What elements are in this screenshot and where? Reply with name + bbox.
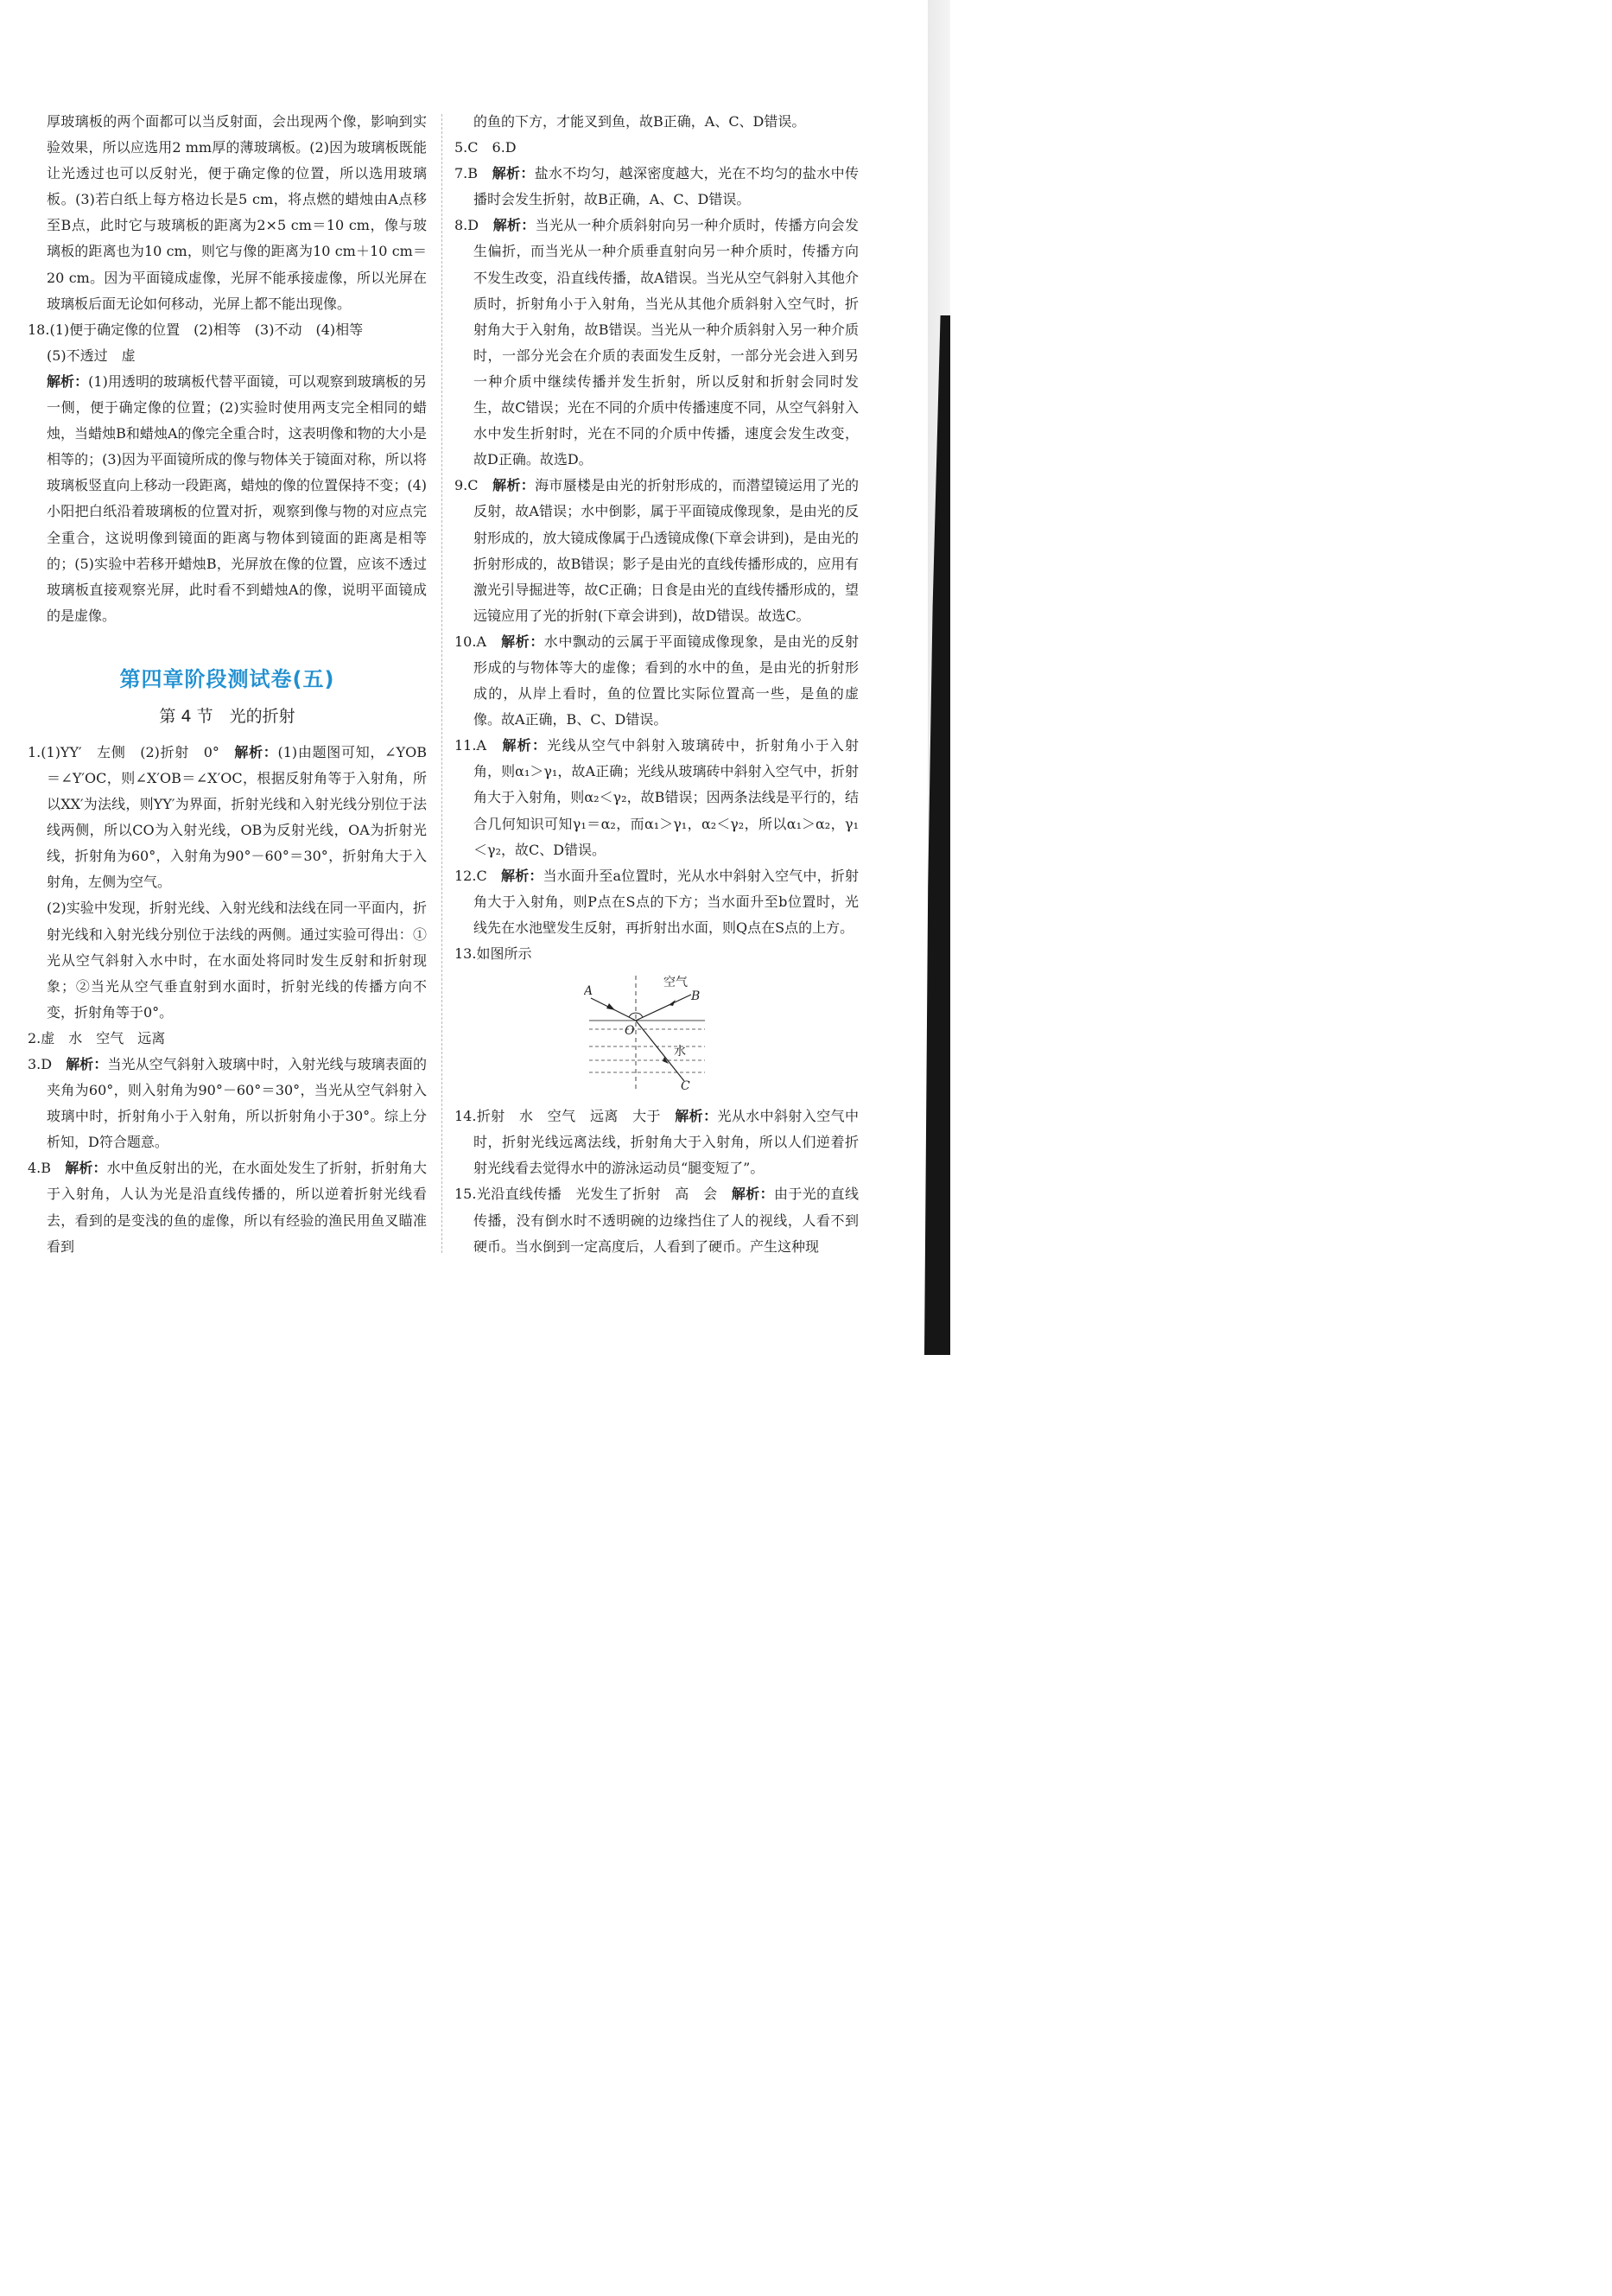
q1-analysis-label: 解析： <box>234 743 278 760</box>
q9-analysis-label: 解析： <box>492 477 536 494</box>
q5-6: 5.C 6.D <box>454 139 517 156</box>
q15 <box>454 1181 859 1259</box>
q11-number: 11. <box>454 737 477 754</box>
q15-analysis-label: 解析： <box>731 1186 775 1203</box>
q7-number: 7. <box>454 165 468 182</box>
q2 <box>28 1026 427 1052</box>
q2-number: 2. <box>28 1029 41 1046</box>
q2-answer: 虚 水 空气 远离 <box>41 1029 166 1046</box>
q9-analysis: 海市蜃楼是由光的折射形成的，而潜望镜运用了光的反射，故A错误；水中倒影，属于平面镜成像现象，是由光的反射形成的，放大镜成像属于凸透镜成像(下章会讲到)，是由光的折射形成的，故B错误；影子是由光的直线传播形成的，应用有激光引导掘进等，故C正确；日食是由光的直线传播形成的，望远镜应用了光的折射(下章会讲到)，故D错误。故选C。 <box>473 477 859 624</box>
q15-analysis: 由于光的直线传播，没有倒水时不透明碗的边缘挡住了人的视线，人看不到硬币。当水倒到一定高度后，人看到了硬币。产生这种现 <box>473 1186 859 1255</box>
q11 <box>454 733 859 862</box>
q18-analysis-label: 解析： <box>47 372 89 390</box>
q9 <box>454 473 859 629</box>
q10-number: 10. <box>454 633 477 650</box>
q3-analysis-label: 解析： <box>66 1056 108 1072</box>
q3-answer: D <box>41 1056 67 1072</box>
q7-analysis-label: 解析： <box>492 165 535 182</box>
q7 <box>454 161 859 213</box>
label-A: A <box>584 984 593 999</box>
q4 <box>28 1155 427 1259</box>
label-B: B <box>691 989 701 1004</box>
q15-number: 15. <box>454 1186 477 1203</box>
q18-analysis: (1)用透明的玻璃板代替平面镜，可以观察到玻璃板的另一侧，便于确定像的位置；(2)实验时使用两支完全相同的蜡烛，当蜡烛B和蜡烛A的像完全重合时，这表明像和物的大小是相等的；(3)因为平面镜所成的像与物体关于镜面对称，所以将玻璃板竖直向上移动一段距离，蜡烛的像的位置保持不变；(4)小阳把白纸沿着玻璃板的位置对折，观察到像与物的对应点完全重合，这说明像到镜面的距离与物体到镜面的距离是相等的；(5)实验中若移开蜡烛B，光屏放在像的位置，应该不透过玻璃板直接观察光屏，此时看不到蜡烛A的像，说明平面镜成的是虚像。 <box>47 372 427 624</box>
q12-analysis-label: 解析： <box>501 867 543 884</box>
q13-number: 13. <box>454 945 477 962</box>
q8-analysis: 当光从一种介质斜射向另一种介质时，传播方向会发生偏折，而当光从一种介质垂直射向另一种介质时，传播方向不发生改变，沿直线传播，故A错误。当光从空气斜射入其他介质时，折射角小于入射角，当光从其他介质斜射入空气时，折射角大于入射角，故B错误。当光从一种介质斜射入另一种介质时，一部分光会在介质的表面发生反射，一部分光会进入到另一种介质中继续传播并发生折射，所以反射和折射会同时发生，故C错误；光在不同的介质中传播速度不同，从空气斜射入水中发生折射时，光在不同的介质中传播，速度会发生改变，故D正确。故选D。 <box>473 217 859 468</box>
q14-analysis: 光从水中斜射入空气中时，折射光线远离法线，折射角大于入射角，所以人们逆着折射光线看去觉得水中的游泳运动员“腿变短了”。 <box>473 1108 859 1177</box>
q12-analysis: 当水面升至a位置时，光从水中斜射入空气中，折射角大于入射角，则P点在S点的下方；当水面升至b位置时，光线先在水池壁发生反射，再折射出水面，则Q点在S点的上方。 <box>473 867 859 936</box>
q10-analysis-label: 解析： <box>501 633 544 650</box>
q4-number: 4. <box>28 1160 41 1177</box>
q10 <box>454 629 859 733</box>
q1-answer: (1)YY′ 左侧 (2)折射 0° <box>41 743 235 760</box>
q18 <box>28 317 427 629</box>
q3-analysis: 当光从空气斜射入玻璃中时，入射光线与玻璃表面的夹角为60°，则入射角为90°－60°＝30°，当光从空气斜射入玻璃中时，折射角小于入射角，所以折射角小于30°。综上分析知，D符合题意。 <box>47 1056 427 1151</box>
q1-analysis-part2: (2)实验中发现，折射光线、入射光线和法线在同一平面内，折射光线和入射光线分别位于法线的两侧。通过实验可得出：①光从空气斜射入水中时，在水面处将同时发生反射和折射现象；②当光从空气垂直射到水面时，折射光线的传播方向不变，折射角等于0°。 <box>47 900 427 1021</box>
q8-number: 8. <box>454 217 468 234</box>
q13-answer: 如图所示 <box>476 945 532 962</box>
column-divider <box>441 114 442 1253</box>
q18-answer-line1: (1)便于确定像的位置 (2)相等 (3)不动 (4)相等 <box>49 321 364 338</box>
q3 <box>28 1052 427 1155</box>
q4-analysis: 水中鱼反射出的光，在水面处发生了折射，折射角大于入射角，人认为光是沿直线传播的，所以逆着折射光线看去，看到的是变浅的鱼的虚像，所以有经验的渔民用鱼叉瞄准看到 <box>47 1160 427 1255</box>
q18-answer-line2: (5)不透过 虚 <box>47 347 136 364</box>
q1 <box>28 740 427 1026</box>
q11-analysis-label: 解析： <box>502 737 548 754</box>
q7-answer: B <box>467 165 492 182</box>
q14-analysis-label: 解析： <box>675 1108 718 1125</box>
q14-number: 14. <box>454 1108 477 1125</box>
q4-answer: B <box>41 1160 66 1177</box>
q8-analysis-label: 解析： <box>492 217 536 234</box>
q9-answer: C <box>467 477 493 494</box>
q12 <box>454 863 859 941</box>
section-title: 第 4 节 光的折射 <box>159 706 295 726</box>
q18-number: 18. <box>28 321 50 338</box>
label-water: 水 <box>674 1045 686 1059</box>
q7-analysis: 盐水不均匀，越深密度越大，光在不均匀的盐水中传播时会发生折射，故B正确，A、C、D错误。 <box>473 165 859 208</box>
q3-number: 3. <box>28 1056 41 1072</box>
q13 <box>454 941 859 967</box>
q10-answer: A <box>476 633 502 650</box>
label-air: 空气 <box>663 976 688 990</box>
q4-analysis-label: 解析： <box>65 1160 107 1177</box>
reflected-ray <box>636 995 691 1021</box>
q1-number: 1. <box>28 743 41 760</box>
q11-answer: A <box>476 737 503 754</box>
label-O: O <box>625 1024 635 1039</box>
q12-number: 12. <box>454 867 477 884</box>
chapter-title: 第四章阶段测试卷(五) <box>119 666 335 691</box>
q14-answer: 折射 水 空气 远离 大于 <box>476 1108 676 1125</box>
q11-analysis: 光线从空气中斜射入玻璃砖中，折射角小于入射角，则α₁＞γ₁，故A正确；光线从玻璃砖中斜射入空气中，折射角大于入射角，则α₂＜γ₂，故B错误；因两条法线是平行的，结合几何知识可知γ₁＝α₂，而α₁＞γ₁，α₂＜γ₂，所以α₁＞α₂，γ₁＜γ₂，故C、D错误。 <box>473 737 859 858</box>
incident-arrow <box>606 1003 615 1010</box>
q1-analysis-part1: (1)由题图可知，∠YOB＝∠Y′OC，则∠X′OB＝∠X′OC，根据反射角等于入射角，所以XX′为法线，则YY′为界面，折射光线和入射光线分别位于法线两侧，所以CO为入射光线，OB为反射光线，OA为折射光线，折射角为60°，入射角为90°－60°＝30°，折射角大于入射角，左侧为空气。 <box>47 743 427 891</box>
q17-continuation: 厚玻璃板的两个面都可以当反射面，会出现两个像，影响到实验效果，所以应选用2 mm厚的薄玻璃板。(2)因为玻璃板既能让光透过也可以反射光，便于确定像的位置，所以选用玻璃板。(3)若白纸上每方格边长是5 cm，将点燃的蜡烛由A点移至B点，此时它与玻璃板的距离为2×5 cm＝10 cm，像与玻璃板的距离也为10 cm，则它与像的距离为10 cm＋10 cm＝20 cm。因为平面镜成虚像，光屏不能承接虚像，所以光屏在玻璃板后面无论如何移动，光屏上都不能出现像。 <box>47 113 427 312</box>
q14 <box>454 1103 859 1181</box>
q8 <box>454 213 859 473</box>
label-C: C <box>681 1079 690 1092</box>
q4-continuation: 的鱼的下方，才能叉到鱼，故B正确，A、C、D错误。 <box>473 113 806 130</box>
q9-number: 9. <box>454 477 468 494</box>
q10-analysis: 水中飘动的云属于平面镜成像现象，是由光的反射形成的与物体等大的虚像；看到的水中的鱼，是由光的折射形成的，从岸上看时，鱼的位置比实际位置高一些，是鱼的虚像。故A正确，B、C、D错误。 <box>473 633 859 728</box>
left-column <box>28 109 427 1260</box>
refraction-figure <box>584 972 774 1091</box>
q12-answer: C <box>476 867 502 884</box>
right-column <box>454 109 859 1260</box>
q8-answer: D <box>467 217 493 234</box>
q15-answer: 光沿直线传播 光发生了折射 高 会 <box>476 1186 732 1203</box>
